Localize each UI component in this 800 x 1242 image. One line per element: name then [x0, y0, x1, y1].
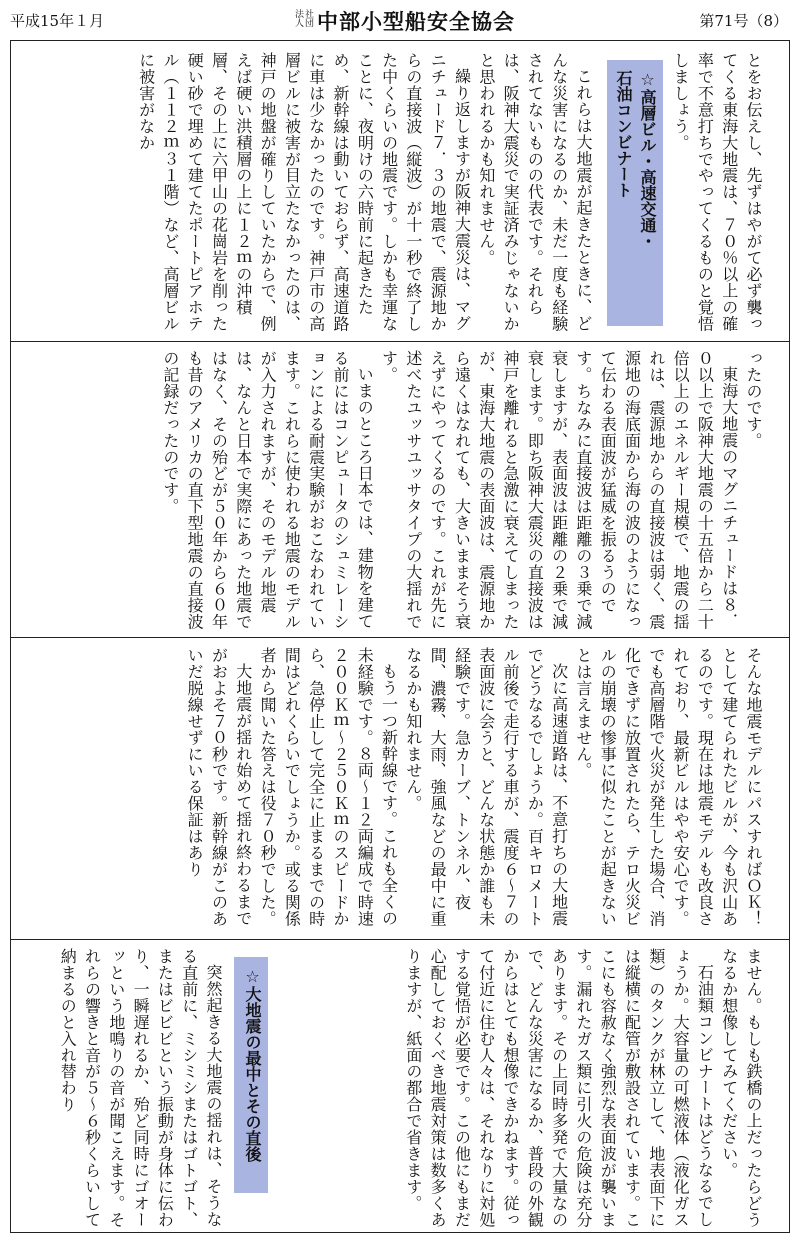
paragraph: そんな地震モデルにパスすればＯＫ！として建てられたビルが、今も沢山あるのです。現在は地震モデルも改良されており、最新ビルはやや安心です。でも高層階で火災が発生した場合、消化できずに放置されたら、テロ火災ビルの崩壊の惨事に似たことが起きないとは言えません。: [573, 647, 763, 927]
masthead: [293, 6, 515, 36]
paragraph: 次に高速道路は、不意打ちの大地震でどうなるでしょうか。百キロメートル前後で走行する車が、震度６〜７の表面波に会うと、どんな状態か誰も未経験です。急カーブ、トンネル、夜間、濃霧、大雨、強風などの最中に重なるかも知れません。: [403, 647, 569, 927]
issue-number: 第71号（8）: [699, 12, 788, 30]
paragraph: 繰り返しますが阪神大震災は、マグニチュード７．３の地震で、震源地からの直接波（縦波）が十一秒で終了した中くらいの地震です。しかも幸運なことに、夜明けの六時前に起きたため、新幹線は動いておらず、高速道路に車は少なかったのです。神戸市の高層ビルに被害が目立たなかったのは、神戸の地盤が確りしていたからで、例えば硬い洪積層の上に１２ｍの沖積層、その上に六甲山の花崗岩を削った硬い砂で埋めて建てたポートピアホテル（１１２ｍ３１階）など、高層ビルに被害がなか: [136, 52, 472, 332]
band-divider: [10, 939, 790, 940]
band-divider: [10, 341, 790, 342]
text-block-band1-right: [655, 52, 765, 338]
text-block-band3: [25, 647, 765, 933]
paragraph: とをお伝えし、先ずはやがて必ず襲ってくる東海大地震は、７０％以上の確率で不意打ちでやってくるものと覚悟しましょう。: [671, 52, 763, 332]
band-divider: [10, 637, 790, 638]
text-block-band4-left: [15, 948, 225, 1228]
section-heading-during-quake: [234, 957, 268, 1193]
heading-line: 石油コンビナート: [614, 70, 633, 198]
section-heading-highrise: [607, 60, 663, 326]
issue-date: 平成15年１月: [10, 12, 105, 30]
paragraph: 突然起きる大地震の揺れは、そうなる直前に、ミシミシまたはゴトゴト、またはビビビという振動が身体に伝わり、一瞬遅れるか、殆ど同時にゴオーッという地鳴りの音が聞こえます。それらの響きと音が５〜６秒くらいして納まるのと入れ替わり: [58, 948, 223, 1228]
org-name: 中部小型船安全協会: [317, 10, 515, 34]
text-block-band2: [25, 350, 765, 632]
paragraph: 東海大地震のマグニチュードは８．０以上で阪神大地震の十五倍から二十倍以上のエネルギー規模で、地震の揺れは、震源地からの直接波は弱く、震源地の海底面から海の波のようになって伝わる表面波が猛威を振るうのです。ちなみに直接波は距離の３乗で減衰しますが、表面波は距離の２乗で減衰します。即ち阪神大震災の直接波は神戸を離れると急激に衰えてしまったが、東海大地震の表面波は、震源地から遠くはなれても、大きいままそう衰えずにやってくるのです。これが先に述べたユッサユッサタイプの大揺れです。: [379, 350, 739, 630]
text-block-band4-right: [275, 948, 765, 1228]
heading-line: ☆大地震の最中とその直後: [243, 967, 262, 1162]
paragraph: ません。もしも鉄橋の上だったらどうなるか想像してみてください。: [719, 948, 763, 1228]
heading-line: ☆高層ビル・高速交通・: [638, 70, 657, 249]
paragraph: もう一つ新幹線です。これも全くの未経験です。８両〜１２両編成で時速２００Ｋｍ〜２５０Ｋｍのスピードから、急停止して完全に止まるまでの時間はどれくらいでしょうか。或る関係者から聞いた答えは役７０秒でした。: [258, 647, 399, 927]
paragraph: 大地震が揺れ始めて揺れ終わるまでがおよそ７０秒です。新幹線がこのあいだ脱線せずにいる保証はあり: [185, 647, 253, 927]
text-block-band1-main: [25, 52, 595, 338]
org-prefix: 社団法人: [293, 9, 313, 27]
paragraph: 石油類コンビナートはどうなるでしょうか。大容量の可燃液体（液化ガス類）のタンクが林立して、地表面下には縦横に配管が敷設されています。ここにも容赦なく強烈な表面波が襲います。漏れたガス類に引火の危険は充分あります。その上同時多発で大量なので、どんな災害になるか、普段の外観からはとても想像できかねます。従って付近に住む人々は、それなりに対処する覚悟が必要です。この他にもまだ心配しておくべき地震対策は数多くありますが、紙面の都合で省きます。: [403, 948, 715, 1228]
paragraph: これらは大地震が起きたときに、どんな災害になるのか、未だ一度も経験されてないものの代表です。それらは、阪神大震災で実証済みじゃないかと思われるかも知れません。: [476, 52, 593, 332]
paragraph: ったのです。: [744, 350, 763, 449]
paragraph: いまのところ日本では、建物を建てる前にはコンピュータのシュミレーションによる耐震実験がおこなわれています。これらに使われる地震のモデルが入力されますが、そのモデル地震は、なんと日本で実際にあった地震ではなく、その殆どが５０年から６０年も昔のアメリカの直下型地震の直接波の記録だったのです。: [160, 350, 375, 630]
